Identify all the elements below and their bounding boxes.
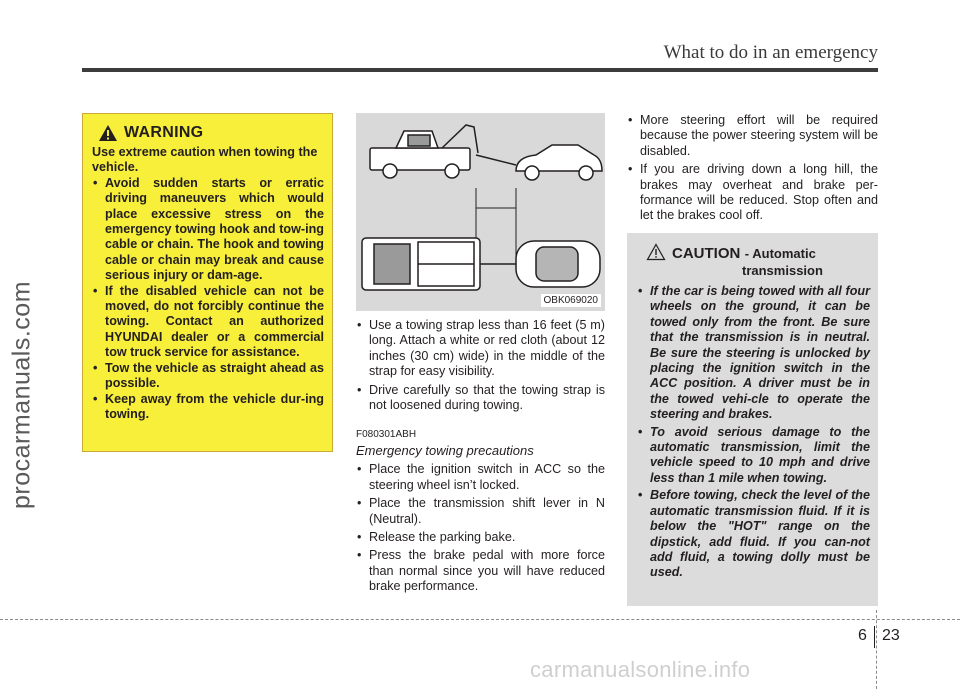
caution-subtitle-2: transmission [742, 263, 823, 278]
caution-item: • If the car is being towed with all four wheels on the ground, it can be towed only from the front. Be sure that the transmission is in neutral. Be sure the steering is unlocked by placing the ignition switch in the ACC position. A driver must be in the towed vehi-cle to operate the steering and brakes. [638, 284, 870, 423]
section-title: What to do in an emergency [663, 42, 878, 63]
warning-item: • Keep away from the vehicle dur-ing towing. [92, 392, 324, 423]
list-item: • Release the parking bake. [356, 530, 605, 545]
warning-intro: Use extreme caution when towing the vehicle. [92, 145, 318, 175]
caution-title: CAUTION [672, 245, 741, 262]
steering-brake-list [627, 113, 878, 224]
towing-strap-list [356, 318, 605, 413]
towed-car-top-icon [516, 241, 600, 287]
footer-rule [0, 619, 960, 620]
side-watermark-text: procarmanuals.com [7, 280, 36, 510]
section-code: F080301ABH [356, 429, 417, 441]
tow-truck-side-icon [370, 125, 516, 178]
list-item: • Drive carefully so that the towing strap is not loosened during towing. [356, 383, 605, 414]
caution-item: • Before towing, check the level of the automatic transmission fluid. If it is below the "HOT" range on the dipstick, add fluid. If you can-not add fluid, a towing dolly must be used. [638, 488, 870, 580]
footer-vertical-rule [876, 610, 877, 689]
towed-car-side-icon [516, 145, 602, 180]
towing-illustration [356, 113, 605, 311]
list-item: • Press the brake pedal with more force than normal since you will have reduced brake performance. [356, 548, 605, 594]
page-number: 23 [882, 627, 900, 644]
middle-column [356, 318, 605, 598]
warning-item: • Avoid sudden starts or erratic driving maneuvers which would place excessive stress on the emergency towing hook and tow-ing cable or chain. The hook and towing cable or chain may break and cause serious injury or dam-age. [92, 176, 324, 284]
caution-header [638, 245, 870, 278]
caution-box [627, 233, 878, 606]
side-watermark [8, 175, 36, 615]
caution-subtitle: - Automatic [744, 246, 816, 261]
bottom-watermark: carmanualsonline.info [530, 657, 751, 682]
caution-item: • To avoid serious damage to the automatic transmission, limit the vehicle speed to 10 mph and drive less than 1 mile when towing. [638, 425, 870, 487]
list-item: • Place the transmission shift lever in N (Neutral). [356, 496, 605, 527]
warning-box [82, 113, 333, 452]
precautions-heading: Emergency towing precautions [356, 443, 534, 459]
warning-header [92, 124, 324, 142]
distance-guides [476, 188, 516, 258]
page-number-divider [874, 626, 875, 648]
precautions-list [356, 462, 605, 594]
list-item: • Place the ignition switch in ACC so the steering wheel isn’t locked. [356, 462, 605, 493]
figure-code: OBK069020 [541, 294, 602, 307]
caution-list [638, 284, 870, 581]
warning-list [92, 176, 324, 423]
warning-item: • Tow the vehicle as straight ahead as possible. [92, 361, 324, 392]
warning-triangle-icon [98, 124, 118, 142]
warning-title: WARNING [124, 124, 204, 141]
caution-triangle-icon [646, 243, 666, 261]
list-item: • Use a towing strap less than 16 feet (5 m) long. Attach a white or red cloth (about 12 inches (30 cm) wide) in the middle of the strap for easy visibility. [356, 318, 605, 380]
list-item: • More steering effort will be required because the power steering system will be disabled. [627, 113, 878, 159]
towing-diagram [356, 113, 605, 311]
warning-item: • If the disabled vehicle can not be moved, do not forcibly continue the towing. Contact an authorized HYUNDAI dealer or a commercial tow truck service for assistance. [92, 284, 324, 361]
right-column [627, 113, 878, 227]
list-item: • If you are driving down a long hill, the brakes may overheat and brake per-formance will be reduced. Stop often and let the brakes cool off. [627, 162, 878, 224]
header-rule [82, 68, 878, 72]
tow-truck-top-icon [362, 238, 516, 290]
chapter-number: 6 [858, 627, 867, 644]
